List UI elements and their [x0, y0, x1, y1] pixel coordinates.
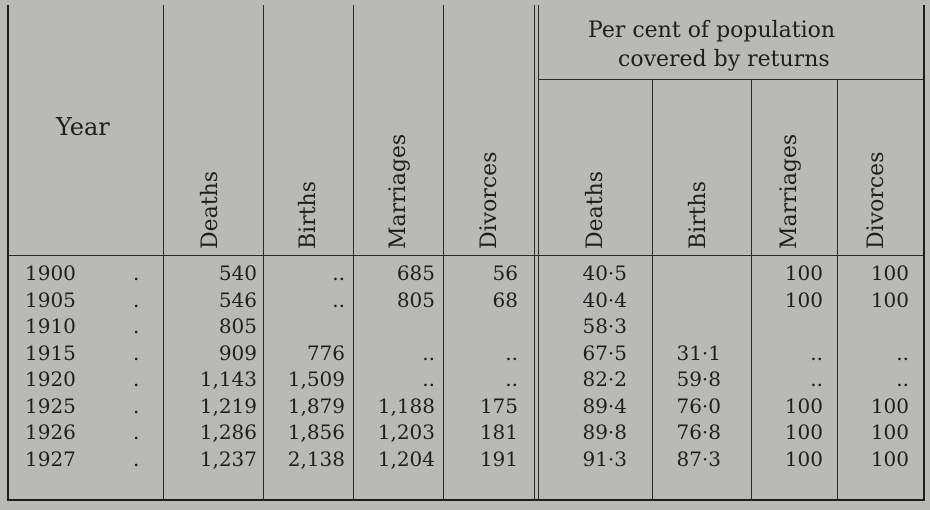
- cell-deaths: 1,143: [199, 367, 257, 391]
- col-rule: [652, 79, 653, 501]
- cell-year: 1905: [25, 287, 76, 312]
- cell-marriages: 805: [396, 287, 435, 312]
- cell-pct-marriages: 100: [784, 287, 823, 312]
- cell-pct-deaths: 58·3: [582, 314, 627, 338]
- cell-births: 2,138: [287, 446, 345, 471]
- cell-leader-dot: .: [133, 314, 140, 338]
- cell-leader-dot: .: [133, 287, 140, 312]
- cell-pct-divorces: 100: [870, 287, 909, 312]
- cell-pct-divorces: 100: [870, 393, 909, 418]
- cell-marriages: ..: [422, 367, 435, 391]
- cell-pct-births: 76·0: [676, 393, 721, 418]
- header-rule: [9, 255, 923, 256]
- header-pct-births: Births: [686, 180, 711, 249]
- cell-births: 1,879: [287, 393, 345, 418]
- statistics-table: [7, 5, 925, 501]
- cell-births: 776: [306, 340, 345, 365]
- cell-pct-deaths: 40·5: [582, 261, 627, 285]
- cell-births: 1,856: [287, 420, 345, 444]
- cell-year: 1915: [25, 340, 76, 365]
- cell-pct-marriages: ..: [810, 340, 823, 365]
- col-rule: [837, 79, 838, 501]
- cell-pct-divorces: ..: [896, 367, 909, 391]
- header-year: Year: [56, 113, 110, 141]
- cell-pct-births: 76·8: [676, 420, 721, 444]
- cell-deaths: 1,237: [199, 446, 257, 471]
- col-rule: [443, 5, 444, 501]
- cell-pct-divorces: 100: [870, 420, 909, 444]
- cell-pct-births: 59·8: [676, 367, 721, 391]
- cell-pct-deaths: 91·3: [582, 446, 627, 471]
- col-rule: [353, 5, 354, 501]
- cell-pct-births: 87·3: [676, 446, 721, 471]
- cell-year: 1920: [25, 367, 76, 391]
- cell-pct-divorces: 100: [870, 446, 909, 471]
- cell-pct-deaths: 89·8: [582, 420, 627, 444]
- cell-pct-marriages: 100: [784, 261, 823, 285]
- cell-pct-marriages: 100: [784, 420, 823, 444]
- cell-births: 1,509: [287, 367, 345, 391]
- header-pct-marriages: Marriages: [777, 133, 802, 249]
- cell-year: 1925: [25, 393, 76, 418]
- cell-deaths: 805: [218, 314, 257, 338]
- cell-leader-dot: .: [133, 420, 140, 444]
- cell-marriages: ..: [422, 340, 435, 365]
- cell-leader-dot: .: [133, 340, 140, 365]
- cell-births: ..: [332, 261, 345, 285]
- cell-divorces: ..: [505, 340, 518, 365]
- col-rule: [263, 5, 264, 501]
- cell-year: 1927: [25, 446, 76, 471]
- cell-leader-dot: .: [133, 446, 140, 471]
- header-pct-divorces: Divorces: [864, 151, 889, 249]
- group-header-rule: [539, 79, 923, 80]
- cell-divorces: 191: [479, 446, 518, 471]
- cell-pct-divorces: ..: [896, 340, 909, 365]
- header-divorces: Divorces: [477, 151, 502, 249]
- cell-pct-births: 31·1: [676, 340, 721, 365]
- cell-deaths: 1,286: [199, 420, 257, 444]
- cell-births: ..: [332, 287, 345, 312]
- cell-divorces: 181: [479, 420, 518, 444]
- cell-pct-marriages: 100: [784, 446, 823, 471]
- cell-pct-marriages: 100: [784, 393, 823, 418]
- cell-year: 1910: [25, 314, 76, 338]
- cell-leader-dot: .: [133, 367, 140, 391]
- cell-deaths: 909: [218, 340, 257, 365]
- cell-year: 1900: [25, 261, 76, 285]
- cell-divorces: 175: [479, 393, 518, 418]
- cell-pct-marriages: ..: [810, 367, 823, 391]
- col-rule: [751, 79, 752, 501]
- cell-marriages: 685: [396, 261, 435, 285]
- cell-pct-divorces: 100: [870, 261, 909, 285]
- cell-divorces: 56: [492, 261, 518, 285]
- header-marriages: Marriages: [386, 133, 411, 249]
- header-pct-deaths: Deaths: [583, 170, 608, 249]
- cell-marriages: 1,203: [377, 420, 435, 444]
- cell-deaths: 1,219: [199, 393, 257, 418]
- cell-divorces: ..: [505, 367, 518, 391]
- cell-leader-dot: .: [133, 261, 140, 285]
- cell-marriages: 1,204: [377, 446, 435, 471]
- cell-pct-deaths: 67·5: [582, 340, 627, 365]
- header-deaths: Deaths: [198, 170, 223, 249]
- cell-pct-deaths: 89·4: [582, 393, 627, 418]
- cell-deaths: 546: [218, 287, 257, 312]
- cell-leader-dot: .: [133, 393, 140, 418]
- header-pct-group-line2: covered by returns: [618, 47, 830, 72]
- cell-year: 1926: [25, 420, 76, 444]
- cell-pct-deaths: 82·2: [582, 367, 627, 391]
- col-rule-double: [534, 5, 535, 501]
- cell-marriages: 1,188: [377, 393, 435, 418]
- col-rule: [163, 5, 164, 501]
- header-pct-group-line1: Per cent of population: [588, 18, 836, 43]
- cell-divorces: 68: [492, 287, 518, 312]
- cell-pct-deaths: 40·4: [582, 287, 627, 312]
- header-births: Births: [296, 180, 321, 249]
- cell-deaths: 540: [218, 261, 257, 285]
